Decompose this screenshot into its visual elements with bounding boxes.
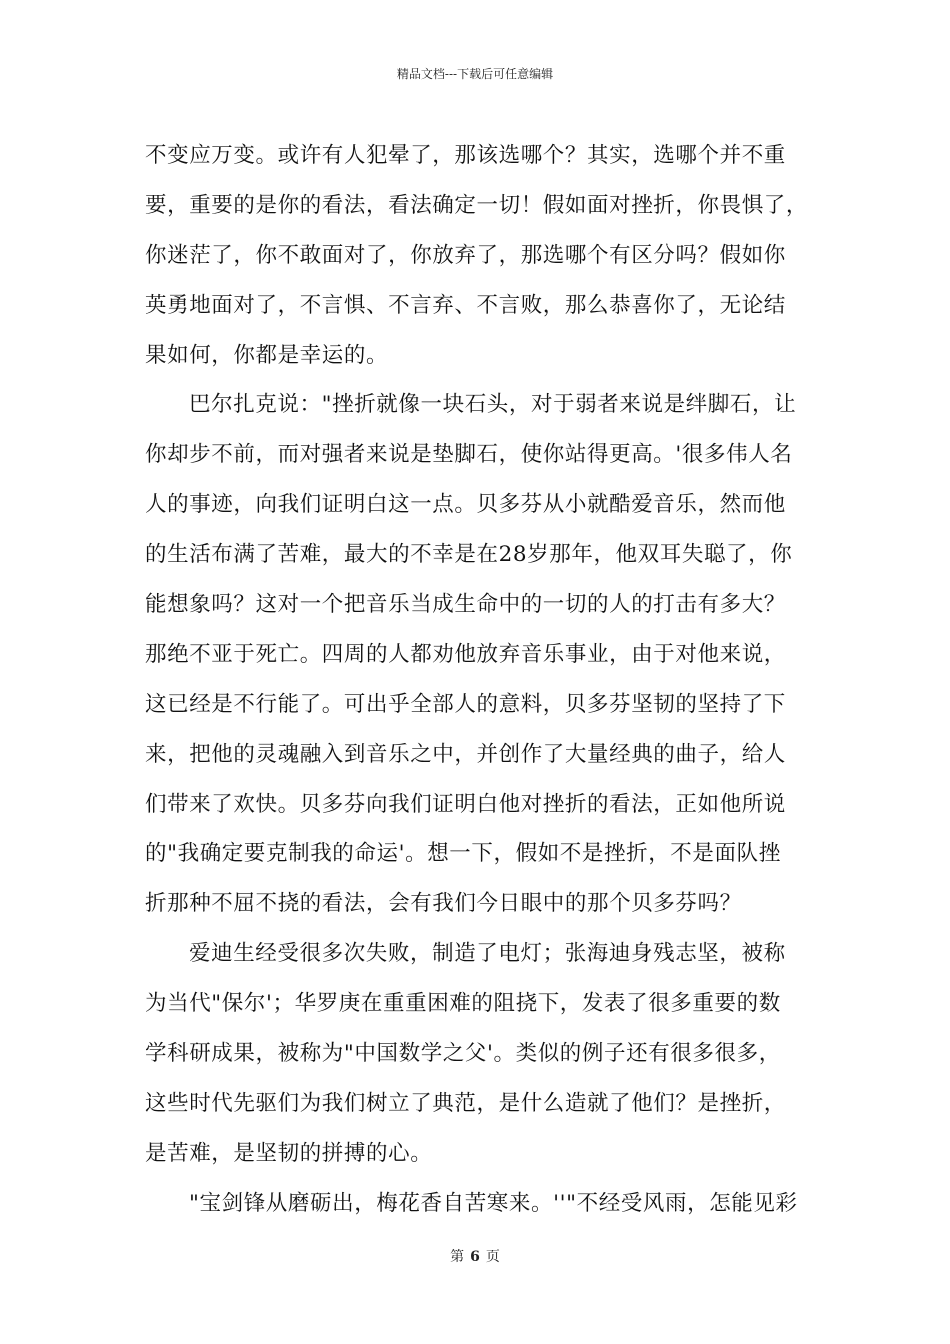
page-number: 6 (470, 1249, 480, 1265)
text-line: 折那种不屈不挠的看法，会有我们今日眼中的那个贝多芬吗？ (145, 891, 742, 917)
text-line: 那绝不亚于死亡。四周的人都劝他放弃音乐事业，由于对他来说， (145, 641, 786, 667)
text-line: 你迷茫了，你不敢面对了，你放弃了，那选哪个有区分吗？假如你 (145, 242, 786, 268)
text-line: 来，把他的灵魂融入到音乐之中，并创作了大量经典的曲子，给人 (145, 741, 786, 767)
text-line: 能想象吗？这对一个把音乐当成生命中的一切的人的打击有多大？ (145, 592, 786, 618)
text-line: 是苦难，是坚韧的拼搏的心。 (145, 1140, 433, 1166)
text-line: 的生活布满了苦难，最大的不幸是在28岁那年，他双耳失聪了，你 (145, 542, 793, 568)
page-label-prefix: 第 (450, 1249, 465, 1265)
text-line: 为当代"保尔'；华罗庚在重重困难的阻挠下，发表了很多重要的数 (145, 991, 781, 1017)
text-line: 们带来了欢快。贝多芬向我们证明白他对挫折的看法，正如他所说 (145, 791, 786, 817)
paragraph-start-line: 爱迪生经受很多次失败，制造了电灯；张海迪身残志坚，被称 (189, 941, 786, 967)
text-line: 这已经是不行能了。可出乎全部人的意料，贝多芬坚韧的坚持了下 (145, 691, 786, 717)
text-line: 果如何，你都是幸运的。 (145, 342, 389, 368)
text-line: 英勇地面对了，不言惧、不言弃、不言败，那么恭喜你了，无论结 (145, 292, 786, 318)
text-line: 的"我确定要克制我的命运'。想一下，假如不是挫折，不是面队挫 (145, 841, 781, 867)
text-line: 你却步不前，而对强者来说是垫脚石，使你站得更高。'很多伟人名 (145, 442, 793, 468)
text-line: 不变应万变。或许有人犯晕了，那该选哪个？其实，选哪个并不重 (145, 143, 786, 168)
page-header: 精品文档---下载后可任意编辑 (396, 67, 554, 81)
text-line: 这些时代先驱们为我们树立了典范，是什么造就了他们？是挫折， (145, 1090, 786, 1116)
page-label-suffix: 页 (485, 1249, 500, 1265)
paragraph-start-line: "宝剑锋从磨砺出，梅花香自苦寒来。''"不经受风雨，怎能见彩 (189, 1190, 798, 1216)
text-line: 学科研成果，被称为"中国数学之父'。类似的例子还有很多很多， (145, 1041, 781, 1067)
paragraph-start-line: 巴尔扎克说："挫折就像一块石头，对于弱者来说是绊脚石，让 (189, 392, 797, 418)
text-line: 人的事迹，向我们证明白这一点。贝多芬从小就酷爱音乐，然而他 (145, 492, 786, 518)
text-line: 要，重要的是你的看法，看法确定一切！假如面对挫折，你畏惧了， (145, 192, 809, 218)
document-body (145, 131, 817, 1229)
page-footer (0, 1248, 950, 1266)
